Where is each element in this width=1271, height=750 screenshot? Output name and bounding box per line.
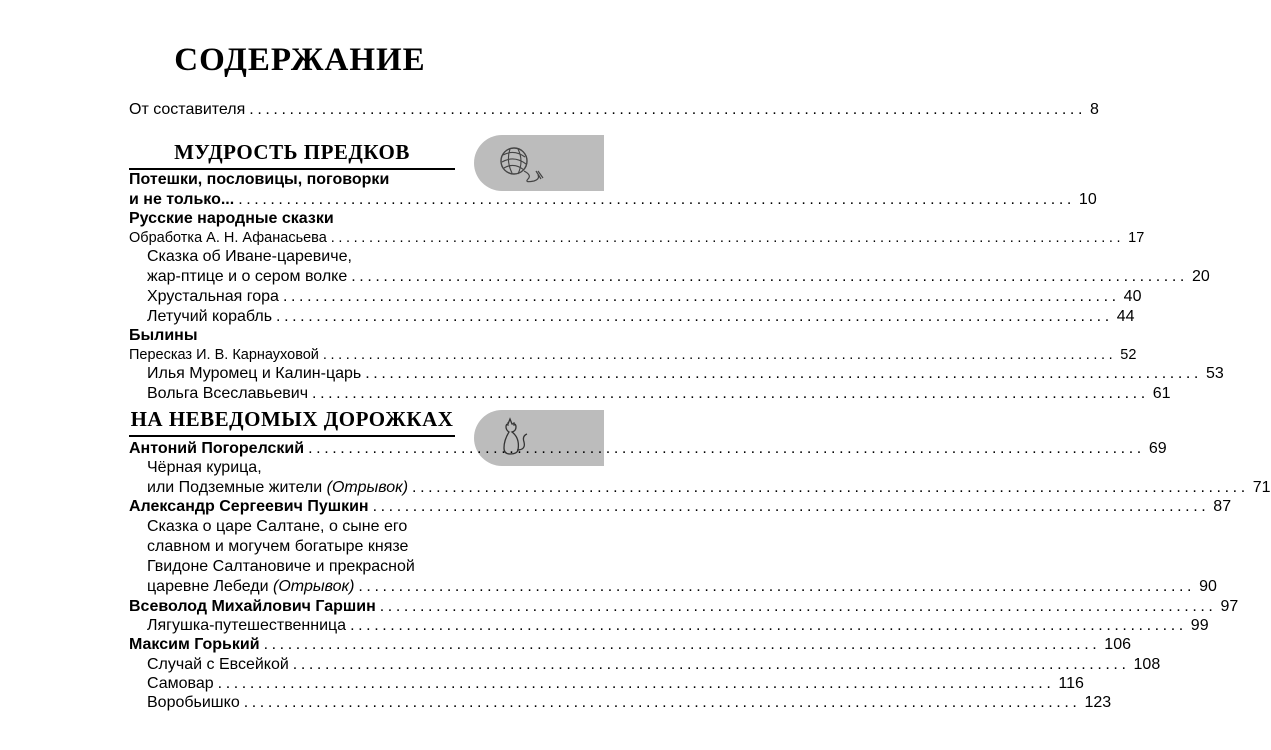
page-number: 71 <box>1252 479 1271 496</box>
dot-leader: ........................................................................................................ <box>217 675 1055 692</box>
dot-leader: ........................................................................................................ <box>379 598 1217 615</box>
dot-leader: ........................................................................................................ <box>276 308 1113 325</box>
toc-group-byliny[interactable]: Былины <box>129 327 198 344</box>
toc-author-gorky[interactable] <box>129 636 1131 658</box>
page-number: 40 <box>1123 288 1142 305</box>
page-number: 90 <box>1199 578 1217 595</box>
entry-label: Воробьишко <box>147 694 240 711</box>
page-number: 61 <box>1152 385 1171 402</box>
toc-author-pushkin[interactable] <box>129 498 1232 520</box>
page-number: 69 <box>1148 440 1167 457</box>
entry-label: Самовар <box>147 675 214 692</box>
dot-leader: ........................................................................................................ <box>238 191 1075 208</box>
dot-leader: ........................................................................................................ <box>263 636 1101 653</box>
dot-leader: ........................................................................................................ <box>243 694 1081 711</box>
entry-label <box>147 578 354 596</box>
toc-entry-saltan-line2[interactable]: славном и могучем богатыре князе <box>147 538 409 555</box>
dot-leader: ........................................................................................................ <box>330 230 1125 246</box>
toc-entry-poteshki-line1[interactable]: Потешки, пословицы, поговорки <box>129 171 390 188</box>
page-title: СОДЕРЖАНИЕ <box>174 42 426 78</box>
page-number: 20 <box>1191 268 1210 285</box>
toc-entry-saltan[interactable] <box>147 578 1217 600</box>
dot-leader: ........................................................................................................ <box>292 656 1130 673</box>
toc-group-skazki[interactable]: Русские народные сказки <box>129 210 334 227</box>
entry-label: Лягушка-путешественница <box>147 617 347 634</box>
toc-entry-khrustalnaya[interactable] <box>147 288 1142 310</box>
page-number: 123 <box>1084 694 1112 711</box>
page-number: 17 <box>1128 230 1145 246</box>
page-number: 97 <box>1220 598 1239 615</box>
entry-label: Пересказ И. В. Карнауховой <box>129 347 319 363</box>
page-number: 106 <box>1104 636 1131 653</box>
divider <box>129 168 455 170</box>
entry-label-text: царевне Лебеди <box>147 578 269 595</box>
toc-entry-ivan-line1[interactable]: Сказка об Иване-царевиче, <box>147 248 352 265</box>
entry-label: Летучий корабль <box>147 308 273 325</box>
dot-leader: ........................................................................................................ <box>358 578 1196 595</box>
entry-label: Обработка А. Н. Афанасьева <box>129 230 327 246</box>
entry-label: Вольга Всеславьевич <box>147 385 309 402</box>
section-heading-1 <box>129 140 455 170</box>
toc-entry-ivan[interactable] <box>147 268 1210 290</box>
author-name: Всеволод Михайлович Гаршин <box>129 598 376 615</box>
page-number: 99 <box>1190 617 1209 634</box>
dot-leader: ........................................................................................................ <box>365 365 1202 382</box>
section-tab-1 <box>474 135 604 191</box>
entry-label: Хрустальная гора <box>147 288 279 305</box>
section-title: МУДРОСТЬ ПРЕДКОВ <box>174 140 410 164</box>
yarn-ball-icon <box>494 141 544 185</box>
page-number: 108 <box>1133 656 1161 673</box>
divider <box>129 435 455 437</box>
excerpt-note: (Отрывок) <box>326 479 409 496</box>
author-name: Александр Сергеевич Пушкин <box>129 498 369 515</box>
entry-label: Случай с Евсейкой <box>147 656 289 673</box>
section-heading-2 <box>129 407 455 437</box>
dot-leader: ........................................................................................................ <box>412 479 1249 496</box>
toc-entry-saltan-line1[interactable]: Сказка о царе Салтане, о сыне его <box>147 518 408 535</box>
excerpt-note: (Отрывок) <box>273 578 355 595</box>
entry-label: жар-птице и о сером волке <box>147 268 348 285</box>
toc-entry-kuritsa-line1[interactable]: Чёрная курица, <box>147 459 262 476</box>
toc-entry-volga[interactable] <box>147 385 1171 407</box>
dot-leader: ........................................................................................................ <box>350 617 1187 634</box>
dot-leader: ........................................................................................................ <box>308 440 1145 457</box>
dot-leader: ........................................................................................................ <box>312 385 1149 402</box>
toc-entry-ilya[interactable] <box>147 365 1224 387</box>
author-name: Максим Горький <box>129 636 260 653</box>
entry-label: От составителя <box>129 101 246 118</box>
dot-leader: ........................................................................................................ <box>372 498 1210 515</box>
entry-label: Илья Муромец и Калин-царь <box>147 365 362 382</box>
dot-leader: ........................................................................................................ <box>351 268 1188 285</box>
entry-label <box>147 479 408 497</box>
toc-entry-saltan-line3[interactable]: Гвидоне Салтановиче и прекрасной <box>147 558 415 575</box>
entry-label: и не только... <box>129 191 235 208</box>
author-name: Антоний Погорелский <box>129 440 305 457</box>
entry-label-text: или Подземные жители <box>147 479 323 496</box>
dot-leader: ........................................................................................................ <box>249 101 1087 118</box>
toc-entry-intro[interactable] <box>129 101 1099 123</box>
page-number: 116 <box>1058 675 1084 692</box>
page-number: 8 <box>1090 101 1099 118</box>
dot-leader: ........................................................................................................ <box>282 288 1120 305</box>
page-number: 52 <box>1120 347 1137 363</box>
page-number: 44 <box>1116 308 1135 325</box>
page-number: 53 <box>1205 365 1224 382</box>
page-number: 87 <box>1213 498 1232 515</box>
toc-entry-vorobyishko[interactable] <box>147 694 1112 716</box>
page-number: 10 <box>1078 191 1097 208</box>
section-title: НА НЕВЕДОМЫХ ДОРОЖКАХ <box>130 407 454 431</box>
dot-leader: ........................................................................................................ <box>322 347 1117 363</box>
